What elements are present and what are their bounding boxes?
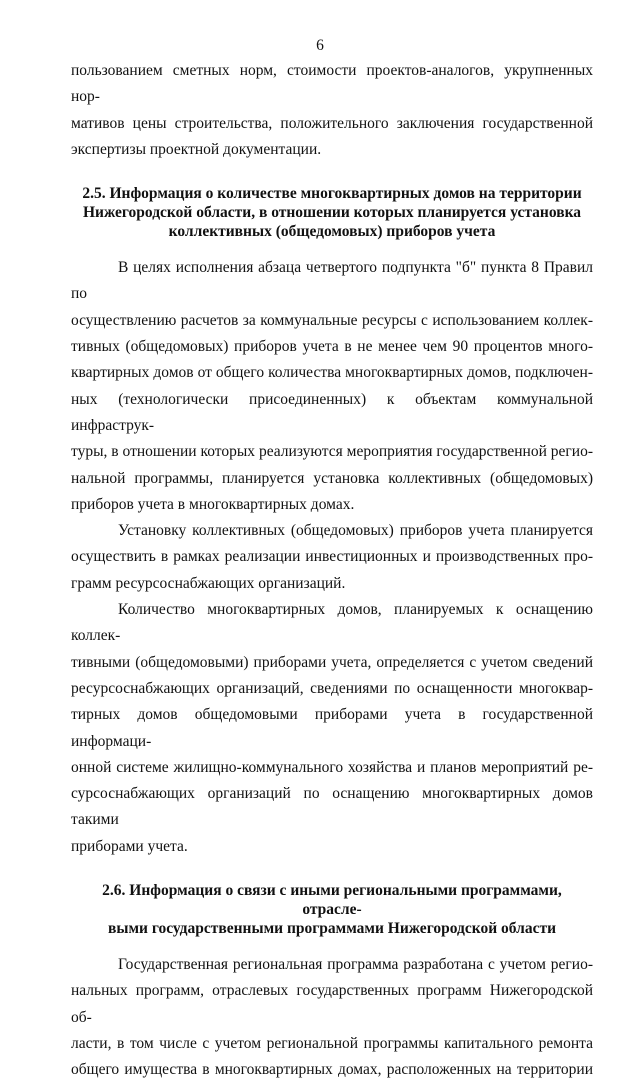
text-line: Государственная региональная программа разработана с учетом регио-	[118, 956, 593, 974]
text-line: туры, в отношении которых реализуются мероприятия государственной регио-	[71, 443, 593, 461]
section-2-6-paragraph-1	[71, 952, 593, 1083]
text-line: тивных (общедомовых) приборов учета в не менее чем 90 процентов много-	[71, 338, 593, 356]
text-line: осуществлению расчетов за коммунальные ресурсы с использованием коллек-	[71, 311, 593, 329]
text-line: осуществить в рамках реализации инвестиционных и производственных про-	[71, 548, 593, 566]
text-line: Количество многоквартирных домов, планируемых к оснащению коллек-	[71, 601, 593, 645]
text-line: общего имущества в многоквартирных домах, расположенных на территории	[71, 1061, 593, 1079]
section-2-5-paragraph-2	[71, 518, 593, 597]
text-line: пользованием сметных норм, стоимости проектов-аналогов, укрупненных нор-	[71, 62, 593, 106]
text-line: Установку коллективных (общедомовых) приборов учета планируется	[118, 522, 593, 540]
text-line: квартирных домов от общего количества многоквартирных домов, подключен-	[71, 364, 593, 382]
section-2-5-paragraph-3	[71, 597, 593, 860]
text-line: онной системе жилищно-коммунального хозяйства и планов мероприятий ре-	[71, 758, 593, 776]
text-line: В целях исполнения абзаца четвертого подпункта "б" пункта 8 Правил по	[71, 259, 593, 303]
page-content	[71, 58, 593, 1084]
text-line: сурсоснабжающих организаций по оснащению многоквартирных домов такими	[71, 785, 593, 829]
heading-line: 2.6. Информация о связи с иными региональными программами, отрасле-	[102, 882, 562, 919]
text-line: приборов учета в многоквартирных домах.	[71, 495, 355, 513]
page-number: 6	[316, 37, 324, 54]
heading-line: коллективных (общедомовых) приборов учета	[168, 223, 496, 241]
text-line: тирных домов общедомовыми приборами учета в государственной информаци-	[71, 706, 593, 750]
text-line: тивными (общедомовыми) приборами учета, определяется с учетом сведений	[71, 653, 593, 671]
intro-paragraph	[71, 58, 593, 163]
heading-line: 2.5. Информация о количестве многоквартирных домов на территории	[82, 185, 582, 203]
text-line: ласти, в том числе с учетом региональной программы капитального ремонта	[71, 1034, 593, 1052]
section-heading-2-6	[71, 881, 593, 938]
text-line: мативов цены строительства, положительного заключения государственной	[71, 114, 593, 132]
heading-line: Нижегородской области, в отношении которых планируется установка	[82, 204, 582, 222]
heading-line: выми государственными программами Нижегородской области	[107, 920, 557, 938]
text-line: грамм ресурсоснабжающих организаций.	[71, 574, 346, 592]
text-line: приборами учета.	[71, 837, 188, 855]
text-line: экспертизы проектной документации.	[71, 140, 322, 158]
text-line: нальных программ, отраслевых государственных программ Нижегородской об-	[71, 982, 593, 1026]
section-heading-2-5	[71, 184, 593, 241]
text-line: ных (технологически присоединенных) к объектам коммунальной инфраструк-	[71, 390, 593, 434]
section-2-5-paragraph-1	[71, 255, 593, 518]
text-line: ресурсоснабжающих организаций, сведениями по оснащенности многоквар-	[71, 679, 593, 697]
text-line: нальной программы, планируется установка коллективных (общедомовых)	[71, 469, 593, 487]
